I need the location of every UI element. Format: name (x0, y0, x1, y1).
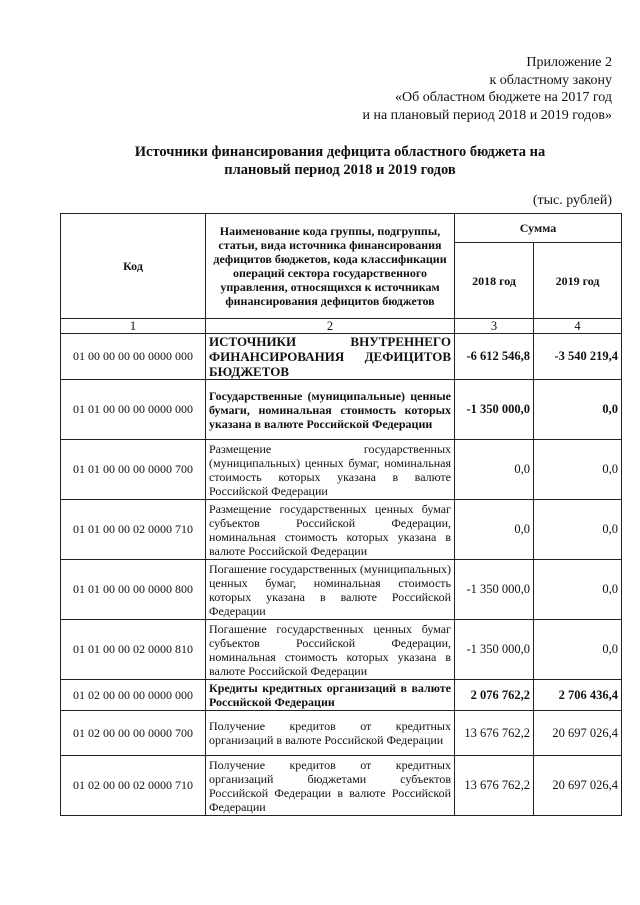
row-value-2018: -1 350 000,0 (455, 380, 534, 440)
row-value-2018: 0,0 (455, 500, 534, 560)
column-number: 1 (61, 319, 206, 334)
appendix-line: Приложение 2 (526, 55, 612, 70)
row-value-2019: 20 697 026,4 (534, 756, 622, 816)
header-2018: 2018 год (455, 243, 534, 319)
financing-sources-table (60, 213, 622, 816)
table-row (61, 711, 622, 756)
title-line: плановый период 2018 и 2019 годов (224, 162, 456, 178)
table-row (61, 620, 622, 680)
row-value-2018: 2 076 762,2 (455, 680, 534, 711)
row-value-2019: 2 706 436,4 (534, 680, 622, 711)
units-label: (тыс. рублей) (532, 193, 612, 208)
column-number: 2 (206, 319, 455, 334)
row-code: 01 01 00 00 02 0000 710 (61, 500, 206, 560)
header-code: Код (61, 214, 206, 319)
row-code: 01 01 00 00 00 0000 700 (61, 440, 206, 500)
row-value-2018: 13 676 762,2 (455, 711, 534, 756)
row-value-2018: 0,0 (455, 440, 534, 500)
row-code: 01 01 00 00 02 0000 810 (61, 620, 206, 680)
row-value-2018: -1 350 000,0 (455, 620, 534, 680)
table-row (61, 560, 622, 620)
row-code: 01 00 00 00 00 0000 000 (61, 334, 206, 380)
column-number: 4 (534, 319, 622, 334)
header-name: Наименование кода группы, подгруппы, статьи, вида источника финансирования дефицитов бюджетов, кода классификации операций сектора государственного управления, относящихся к источникам финансирования дефицитов бюджетов (206, 214, 455, 319)
appendix-line: к областному закону (489, 72, 612, 88)
row-value-2019: 0,0 (534, 440, 622, 500)
row-value-2019: 20 697 026,4 (534, 711, 622, 756)
table-row (61, 500, 622, 560)
title-line: Источники финансирования дефицита областного бюджета на (134, 144, 546, 160)
row-value-2019: 0,0 (534, 380, 622, 440)
row-name: Получение кредитов от кредитных организаций бюджетами субъектов Российской Федерации в валюте Российской Федерации (206, 756, 455, 816)
row-value-2019: 0,0 (534, 500, 622, 560)
row-value-2019: 0,0 (534, 620, 622, 680)
appendix-line: «Об областном бюджете на 2017 год (395, 90, 612, 105)
appendix-header (362, 54, 612, 124)
row-name: Погашение государственных ценных бумаг субъектов Российской Федерации, номинальная стоимость которых указана в валюте Российской Федерации (206, 620, 455, 680)
row-code: 01 01 00 00 00 0000 800 (61, 560, 206, 620)
row-name: Погашение государственных (муниципальных) ценных бумаг, номинальная стоимость которых указана в валюте Российской Федерации (206, 560, 455, 620)
header-sum: Сумма (455, 214, 622, 243)
header-2019: 2019 год (534, 243, 622, 319)
table-row (61, 756, 622, 816)
row-name: Кредиты кредитных организаций в валюте Российской Федерации (206, 680, 455, 711)
row-value-2018: -1 350 000,0 (455, 560, 534, 620)
table-row (61, 680, 622, 711)
row-value-2019: -3 540 219,4 (534, 334, 622, 380)
row-code: 01 02 00 00 00 0000 700 (61, 711, 206, 756)
appendix-line: и на плановый период 2018 и 2019 годов» (362, 107, 612, 123)
document-title (60, 143, 620, 179)
row-value-2018: -6 612 546,8 (455, 334, 534, 380)
row-code: 01 02 00 00 00 0000 000 (61, 680, 206, 711)
column-number: 3 (455, 319, 534, 334)
table-row (61, 334, 622, 380)
row-code: 01 01 00 00 00 0000 000 (61, 380, 206, 440)
row-value-2018: 13 676 762,2 (455, 756, 534, 816)
row-name: Размещение государственных ценных бумаг субъектов Российской Федерации, номинальная стоимость которых указана в валюте Российской Федерации (206, 500, 455, 560)
column-numbers-row (61, 319, 622, 334)
row-name: Государственные (муниципальные) ценные бумаги, номинальная стоимость которых указана в валюте Российской Федерации (206, 380, 455, 440)
row-name: ИСТОЧНИКИ ВНУТРЕННЕГО ФИНАНСИРОВАНИЯ ДЕФИЦИТОВ БЮДЖЕТОВ (206, 334, 455, 380)
row-name: Получение кредитов от кредитных организаций в валюте Российской Федерации (206, 711, 455, 756)
table-row (61, 440, 622, 500)
table-row (61, 380, 622, 440)
row-value-2019: 0,0 (534, 560, 622, 620)
row-code: 01 02 00 00 02 0000 710 (61, 756, 206, 816)
row-name: Размещение государственных (муниципальных) ценных бумаг, номинальная стоимость которых указана в валюте Российской Федерации (206, 440, 455, 500)
